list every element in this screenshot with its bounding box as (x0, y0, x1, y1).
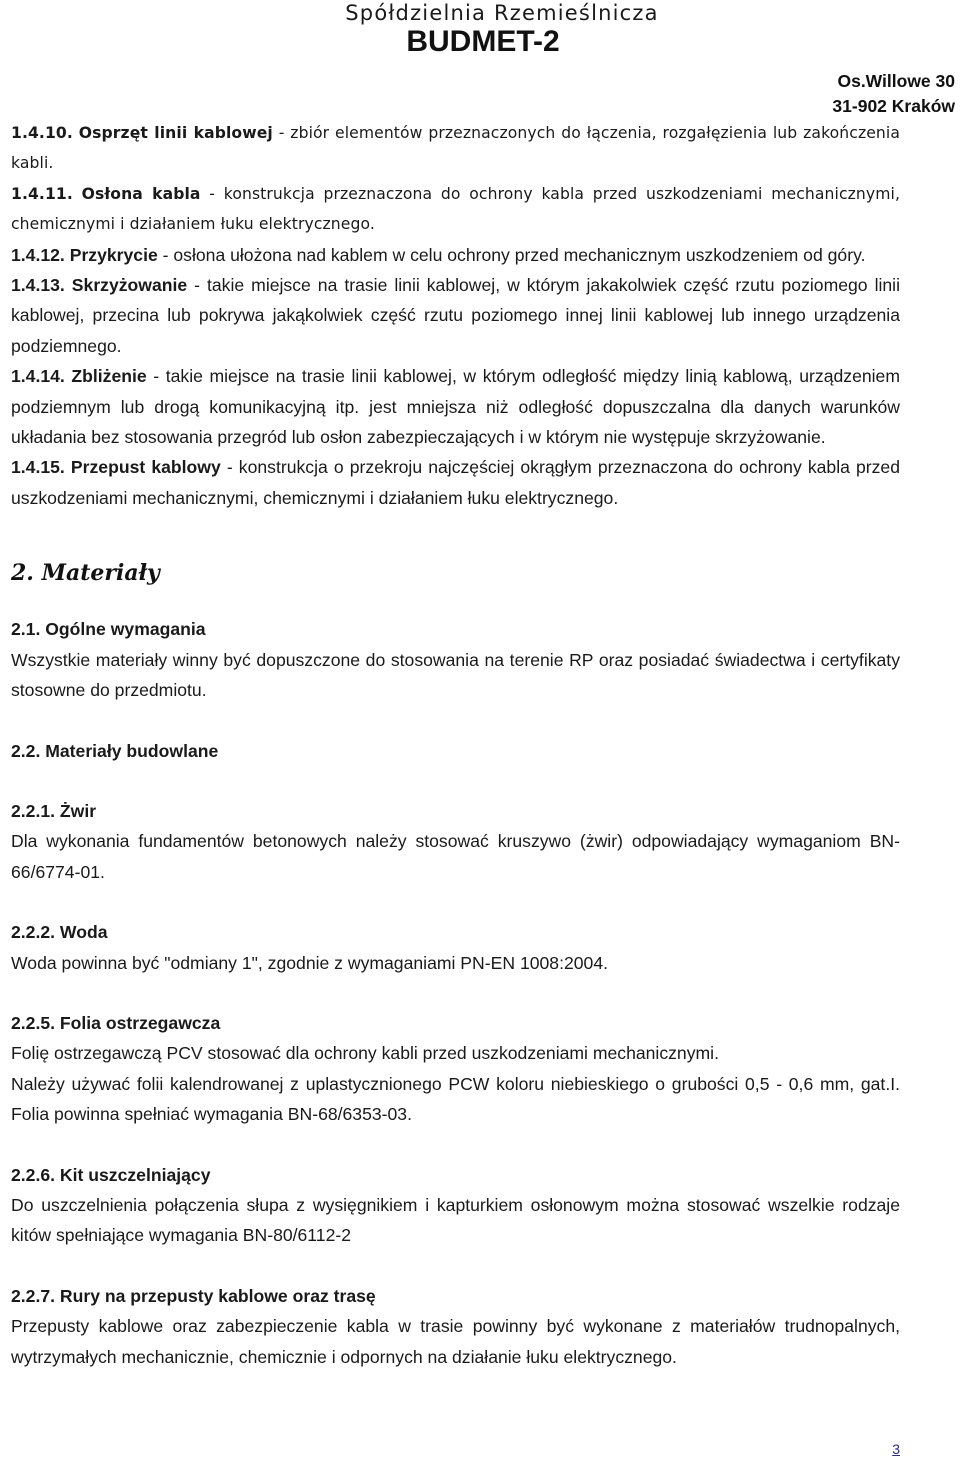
paragraph: Do uszczelnienia połączenia słupa z wysięgnikiem i kapturkiem osłonowym można stosować wszelkie rodzaje kitów spełniające wymagania BN-80/6112-2 (11, 1194, 900, 1246)
paragraph: Folię ostrzegawczą PCV stosować dla ochrony kabli przed uszkodzeniami mechanicznymi. (11, 1043, 719, 1064)
definition-1-4-14: 1.4.14. Zbliżenie - takie miejsce na trasie linii kablowej, w którym odległość między linią kablową, urządzeniem podziemnym lub drogą komunikacyjną itp. jest mniejsza niż odległość dopuszczalna dla danych warunków układania bez stosowania przegród lub osłon zabezpieczających i w którym nie występuje skrzyżowanie. (11, 366, 900, 448)
definition-1-4-10: 1.4.10. Osprzęt linii kablowej - zbiór elementów przeznaczonych do łączenia, rozgałęzienia lub zakończenia kabli. (11, 124, 901, 173)
subsection-heading: 2.2.5. Folia ostrzegawcza (11, 1012, 221, 1033)
paragraph: Przepusty kablowe oraz zabezpieczenie kabla w trasie powinny być wykonane z materiałów trudnopalnych, wytrzymałych mechanicznie, chemicznie i odpornych na działanie łuku elektrycznego. (11, 1316, 900, 1367)
page-number: 3 (892, 1441, 900, 1457)
paragraph: Dla wykonania fundamentów betonowych należy stosować kruszywo (żwir) odpowiadający wymaganiom BN-66/6774-01. (11, 831, 900, 882)
definition-1-4-11: 1.4.11. Osłona kabla - konstrukcja przeznaczona do ochrony kabla przed uszkodzeniami mechanicznymi, chemicznymi i działaniem łuku elektrycznego. (11, 184, 900, 234)
section-title: 2. Materiały (11, 560, 160, 587)
address-street: Os.Willowe 30 (837, 71, 955, 91)
definition-1-4-13: 1.4.13. Skrzyżowanie - takie miejsce na trasie linii kablowej, w którym jakakolwiek część rzutu poziomego linii kablowej, przecina lub pokrywa jakąkolwiek część rzutu poziomego innej linii kablowej lub innego urządzenia podziemnego. (11, 275, 900, 356)
paragraph: Należy używać folii kalendrowanej z uplastycznionego PCW koloru niebieskiego o grubości 0,5 - 0,6 mm, gat.I. Folia powinna spełniać wymagania BN-68/6353-03. (11, 1073, 900, 1125)
definition-1-4-12: 1.4.12. Przykrycie - osłona ułożona nad kablem w celu ochrony przed mechanicznym uszkodzeniem od góry. (11, 244, 866, 265)
subsection-heading: 2.1. Ogólne wymagania (11, 619, 206, 640)
address-city: 31-902 Kraków (832, 96, 955, 116)
subsection-heading: 2.2.6. Kit uszczelniający (11, 1164, 211, 1185)
page-header (0, 0, 960, 60)
company-name: Spółdzielnia Rzemieślnicza (345, 1, 659, 25)
paragraph: Woda powinna być "odmiany 1", zgodnie z wymaganiami PN-EN 1008:2004. (11, 952, 608, 973)
paragraph: Wszystkie materiały winny być dopuszczone do stosowania na terenie RP oraz posiadać świadectwa i certyfikaty stosowne do przedmiotu. (11, 649, 900, 701)
document-body (11, 118, 900, 1372)
subsection-heading: 2.2.2. Woda (11, 922, 108, 943)
definition-1-4-15: 1.4.15. Przepust kablowy - konstrukcja o przekroju najczęściej okrągłym przeznaczona do ochrony kabla przed uszkodzeniami mechanicznymi, chemicznymi i działaniem łuku elektrycznego. (11, 457, 901, 508)
company-brand: BUDMET-2 (406, 25, 560, 58)
subsection-heading: 2.2.7. Rury na przepusty kablowe oraz trasę (11, 1285, 376, 1306)
subsection-heading: 2.2. Materiały budowlane (11, 740, 219, 761)
subsection-heading: 2.2.1. Żwir (11, 800, 97, 821)
